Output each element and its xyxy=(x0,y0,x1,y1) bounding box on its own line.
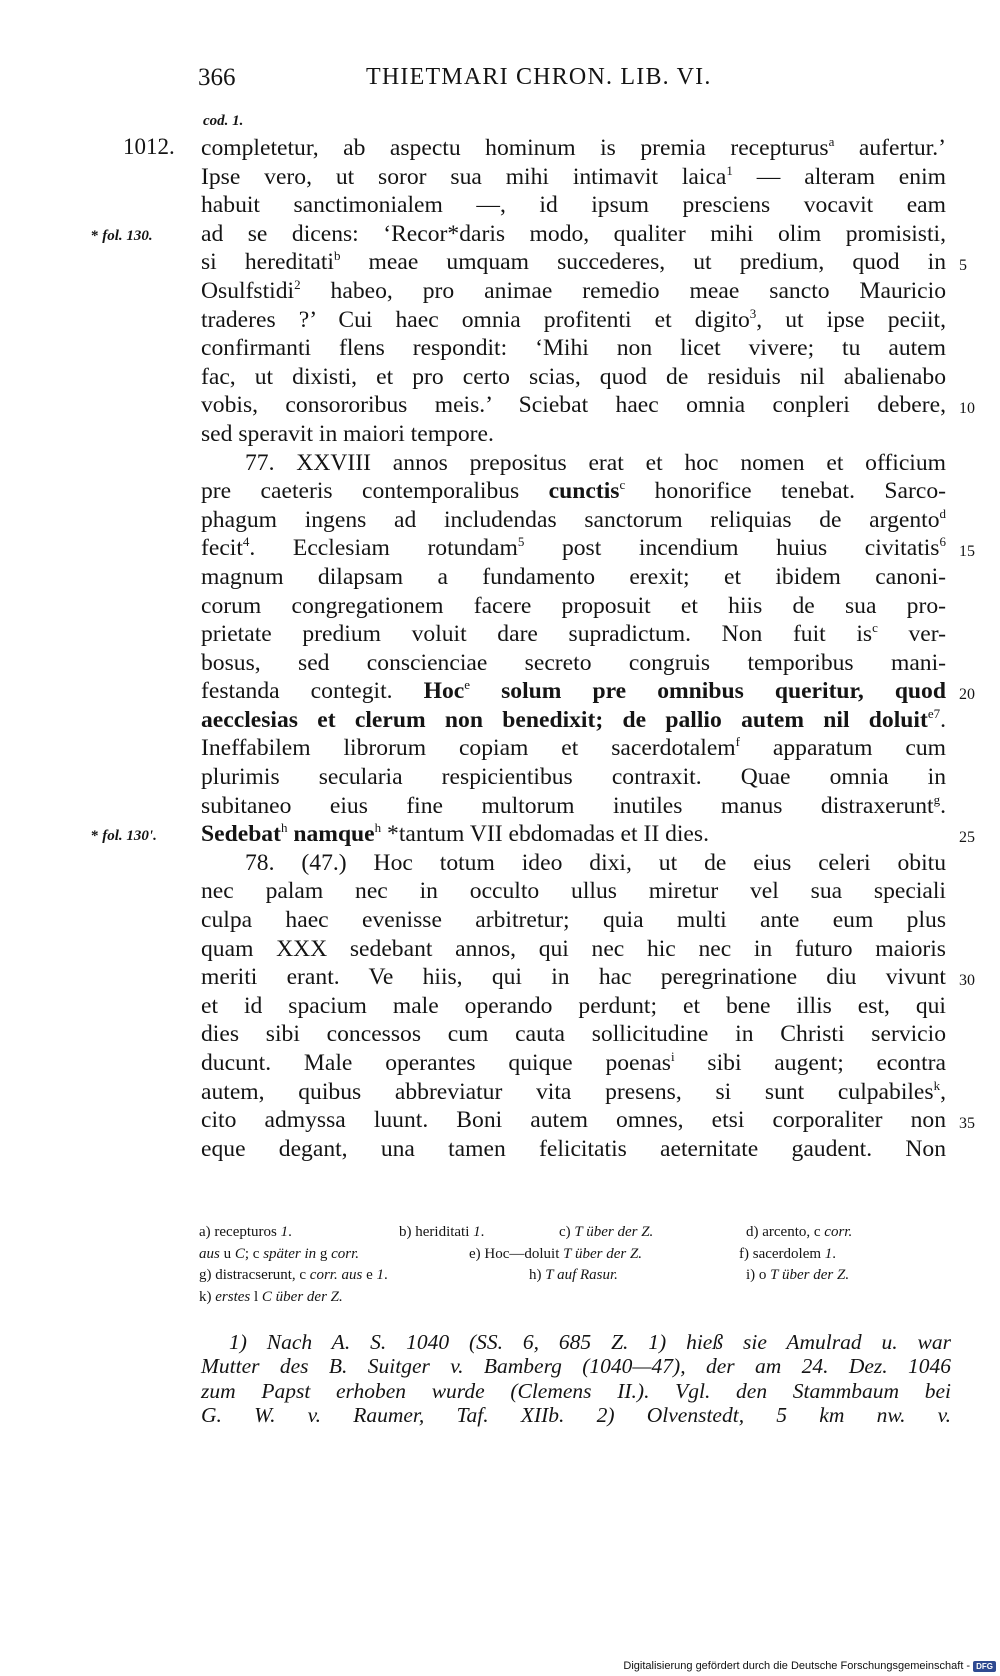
text-run: quam XXX sedebant annos, qui nec hic nec in futuro maioris xyxy=(201,935,946,962)
text-run: Ipse vero, ut soror sua mihi intimavit laica xyxy=(201,163,727,190)
running-title: THIETMARI CHRON. LIB. VI. xyxy=(366,64,712,90)
footnote-marker: a xyxy=(828,134,835,150)
apparatus-text: c) xyxy=(559,1224,575,1240)
footnote-marker: 4 xyxy=(242,534,250,550)
folio-star: * xyxy=(91,227,103,244)
text-run: subitaneo eius fine multorum inutiles manus distraxerunt xyxy=(201,792,934,819)
apparatus-text: d) arcento, c xyxy=(746,1224,825,1240)
line-number: 35 xyxy=(959,1115,975,1133)
apparatus-line xyxy=(199,1265,951,1287)
text-line xyxy=(201,935,946,964)
apparatus-text: 1 xyxy=(473,1224,481,1240)
footnote-marker: e xyxy=(464,677,471,693)
text-run: post incendium huius civitatis xyxy=(524,535,940,562)
text-run: Sedebat xyxy=(201,821,281,848)
apparatus-text: aus xyxy=(199,1245,220,1262)
apparatus-entry xyxy=(399,1222,484,1244)
apparatus-line xyxy=(199,1222,951,1244)
text-run: pre caeteris contemporalibus xyxy=(201,478,549,505)
text-line xyxy=(201,963,975,992)
text-line xyxy=(201,191,946,220)
text-line xyxy=(201,363,946,392)
text-line xyxy=(201,449,946,478)
text-run: si hereditati xyxy=(201,249,334,276)
text-run: festanda contegit. xyxy=(201,678,424,705)
folio-text: fol. 130'. xyxy=(102,828,157,845)
text-line xyxy=(91,220,946,249)
apparatus-text: T auf Rasur. xyxy=(545,1267,618,1284)
text-run: habuit sanctimonialem —, id ipsum presciens vocavit eam xyxy=(201,192,946,219)
apparatus-text: . xyxy=(288,1224,292,1240)
text-run: vobis, consororibus meis.’ Sciebat haec omnia conpleri debere, xyxy=(201,392,946,419)
text-run: sed speravit in maiori tempore. xyxy=(201,420,494,447)
apparatus-text: C über der Z. xyxy=(261,1288,343,1305)
page-number: 366 xyxy=(198,64,236,91)
text-run: autem, quibus abbreviatur vita presens, si sunt culpabiles xyxy=(201,1078,934,1105)
footnote-line: G. W. v. Raumer, Taf. XIIb. 2) Olvenstedt, 5 km nw. v. xyxy=(201,1403,951,1428)
text-line xyxy=(201,849,946,878)
page-header xyxy=(198,64,934,94)
apparatus-text: g xyxy=(316,1245,332,1262)
apparatus-line xyxy=(199,1244,951,1266)
text-run: — alteram enim xyxy=(732,163,946,190)
apparatus-text: b) heriditati xyxy=(399,1224,474,1240)
text-run: , ut ipse peciit, xyxy=(756,306,947,333)
text-line xyxy=(201,1135,946,1164)
text-line xyxy=(201,391,975,420)
apparatus-text: i) o xyxy=(746,1267,771,1284)
folio-star: * xyxy=(91,828,103,845)
critical-apparatus xyxy=(199,1222,951,1308)
apparatus-text: l xyxy=(250,1288,262,1305)
footnote-line: Mutter des B. Suitger v. Bamberg (1040—47), der am 24. Dez. 1046 xyxy=(201,1354,951,1379)
apparatus-text: erstes xyxy=(215,1288,251,1305)
text-run: et id spacium male operando perdunt; et bene illis est, qui xyxy=(201,992,946,1019)
line-number: 30 xyxy=(959,972,975,990)
text-line xyxy=(201,563,946,592)
apparatus-entry xyxy=(746,1265,849,1287)
footnote-marker: 1 xyxy=(726,162,733,178)
text-run: 77. XXVIII annos prepositus erat et hoc nomen et officium xyxy=(245,449,946,476)
apparatus-text: . xyxy=(832,1245,837,1262)
footnote-marker: e7 xyxy=(927,706,941,722)
text-line xyxy=(201,1106,975,1135)
apparatus-line xyxy=(199,1287,951,1309)
text-line xyxy=(201,420,946,449)
text-run: corum congregationem facere proposuit et hiis de sua pro- xyxy=(201,592,946,619)
footnote-marker: c xyxy=(872,620,878,636)
footnote-marker: 2 xyxy=(294,277,301,293)
codex-note: cod. 1. xyxy=(203,113,244,129)
apparatus-text: T über der Z. xyxy=(770,1267,850,1284)
footnote-line: zum Papst erhoben wurde (Clemens II.). Vgl. den Stammbaum bei xyxy=(201,1378,951,1403)
line-number: 25 xyxy=(959,829,975,847)
footnote-marker: 5 xyxy=(517,534,525,550)
apparatus-entry xyxy=(739,1244,836,1266)
line-number: 20 xyxy=(959,686,975,704)
apparatus-text: ; c xyxy=(244,1245,264,1262)
apparatus-text: 1 xyxy=(376,1267,384,1284)
apparatus-entry xyxy=(746,1222,852,1244)
apparatus-entry xyxy=(199,1222,292,1244)
apparatus-text: T über der Z. xyxy=(563,1245,643,1262)
apparatus-text: . xyxy=(383,1267,388,1284)
text-line xyxy=(201,334,946,363)
line-number: 10 xyxy=(959,400,975,418)
footnotes xyxy=(201,1330,951,1428)
text-line xyxy=(201,1020,946,1049)
text-run: nec palam nec in occulto ullus miretur vel sua speciali xyxy=(201,878,946,905)
text-run: sibi augent; econtra xyxy=(674,1050,946,1076)
apparatus-text: h) xyxy=(529,1267,546,1284)
apparatus-text: C xyxy=(234,1245,245,1262)
text-run: ver- xyxy=(877,621,946,648)
text-line xyxy=(201,248,967,277)
apparatus-text: später in xyxy=(263,1245,317,1262)
footnote-line: 1) Nach A. S. 1040 (SS. 6, 685 Z. 1) hieß sie Amulrad u. war xyxy=(229,1330,951,1354)
text-line xyxy=(91,820,975,849)
text-run: cunctis xyxy=(548,478,620,505)
apparatus-entry xyxy=(469,1244,642,1266)
text-line xyxy=(201,877,946,906)
line-number: 15 xyxy=(959,543,975,561)
text-run: ducunt. Male operantes quique poenas xyxy=(201,1050,671,1076)
text-line xyxy=(201,792,946,821)
apparatus-entry xyxy=(559,1222,653,1244)
text-line xyxy=(201,477,946,506)
text-run: Hoc xyxy=(423,678,465,705)
text-line xyxy=(201,1049,946,1078)
text-line xyxy=(201,1078,946,1107)
footnote-marker: i xyxy=(670,1049,675,1065)
text-line xyxy=(201,906,946,935)
year-marginal: 1012. xyxy=(123,134,175,159)
text-run: fecit xyxy=(201,535,243,562)
apparatus-text: g) distracserunt, c xyxy=(199,1267,310,1284)
text-run: dies sibi concessos cum cauta sollicitudine in Christi servicio xyxy=(201,1021,946,1048)
text-run: habeo, pro animae remedio meae sancto Mauricio xyxy=(300,277,946,304)
text-run: cito admyssa luunt. Boni autem omnes, etsi corporaliter non xyxy=(201,1107,946,1134)
text-run: magnum dilapsam a fundamento erexit; et ibidem canoni- xyxy=(201,563,946,590)
digitization-credit xyxy=(623,1660,996,1672)
text-line xyxy=(201,163,946,192)
text-run: prietate predium voluit dare supradictum. Non fuit is xyxy=(201,621,873,648)
apparatus-text: corr. xyxy=(824,1224,853,1240)
apparatus-text: f) sacerdolem xyxy=(739,1245,825,1262)
text-run: 78. (47.) Hoc totum ideo dixi, ut de eius celeri obitu xyxy=(245,849,946,876)
text-run: honorifice tenebat. Sarco- xyxy=(625,478,946,505)
text-line xyxy=(201,620,946,649)
text-run: meae umquam succederes, ut predium, quod in xyxy=(340,249,946,276)
footnote-marker: b xyxy=(333,248,341,264)
footnote-marker: f xyxy=(735,734,741,750)
main-text-block xyxy=(91,134,975,1163)
text-run: solum pre omnibus queritur, quod xyxy=(470,678,946,705)
apparatus-text: corr. aus xyxy=(309,1267,363,1284)
footnote-marker: d xyxy=(939,505,946,521)
apparatus-entry xyxy=(199,1244,359,1266)
folio-text: fol. 130. xyxy=(102,227,153,244)
footnote-marker: 6 xyxy=(939,534,946,550)
apparatus-text: u xyxy=(219,1245,235,1262)
text-run: , xyxy=(940,1078,946,1105)
text-run: fac, ut dixisti, et pro certo scias, quod de residuis nil abalienabo xyxy=(201,363,946,390)
text-line xyxy=(201,506,946,535)
text-run: bosus, sed conscienciae secreto congruis temporibus mani- xyxy=(201,649,946,676)
text-run: . xyxy=(940,792,946,819)
text-run: meriti erant. Ve hiis, qui in hac peregrinatione diu vivunt xyxy=(201,964,946,991)
text-run: namque xyxy=(287,821,375,848)
apparatus-entry xyxy=(199,1287,343,1309)
text-run: aufertur.’ xyxy=(834,135,946,161)
apparatus-text: e) Hoc—doluit xyxy=(469,1245,564,1262)
apparatus-text: . xyxy=(480,1224,485,1240)
text-run: aecclesias et clerum non benedixit; de pallio autem nil doluit xyxy=(201,706,928,733)
apparatus-entry xyxy=(529,1265,618,1287)
footnote-marker: g xyxy=(933,791,941,807)
text-line xyxy=(201,734,946,763)
text-run: completetur, ab aspectu hominum is premia recepturus xyxy=(201,135,829,161)
text-line xyxy=(201,592,946,621)
apparatus-text: e xyxy=(362,1267,377,1284)
footnote-marker: k xyxy=(933,1077,941,1093)
footnote-marker: h xyxy=(280,820,288,836)
text-run: ad se dicens: ‘Recor*daris modo, qualiter mihi olim promisisti, xyxy=(201,220,946,247)
text-line xyxy=(201,134,946,163)
folio-mark xyxy=(91,822,157,851)
footnote-marker: h xyxy=(374,820,382,836)
apparatus-text: 1 xyxy=(280,1224,289,1240)
text-line xyxy=(201,706,946,735)
text-run: Osulfstidi xyxy=(201,277,295,304)
text-line xyxy=(201,306,946,335)
text-run: . xyxy=(940,706,946,733)
text-line xyxy=(201,649,946,678)
text-line xyxy=(201,534,975,563)
text-run: plurimis secularia respicientibus contraxit. Quae omnia in xyxy=(201,764,946,791)
dfg-logo: DFG xyxy=(973,1661,996,1672)
apparatus-text: T über der Z. xyxy=(574,1224,654,1240)
folio-mark xyxy=(91,222,153,251)
text-run: Ineffabilem librorum copiam et sacerdotalem xyxy=(201,735,736,762)
digitization-text: Digitalisierung gefördert durch die Deutsche Forschungsgemeinschaft - xyxy=(623,1660,971,1672)
apparatus-entry xyxy=(199,1265,388,1287)
text-run: confirmanti flens respondit: ‘Mihi non licet vivere; tu autem xyxy=(201,335,946,362)
text-line xyxy=(201,677,975,706)
text-run: *tantum VII ebdomadas et II dies. xyxy=(381,821,709,848)
text-run: eque degant, una tamen felicitatis aeternitate gaudent. Non xyxy=(201,1135,946,1162)
text-line xyxy=(201,277,946,306)
footnote-marker: 3 xyxy=(749,305,757,321)
text-run: traderes ?’ Cui haec omnia profitenti et digito xyxy=(201,306,750,333)
text-run: apparatum cum xyxy=(740,735,946,762)
text-line xyxy=(201,992,946,1021)
line-number: 5 xyxy=(959,257,967,275)
text-run: phagum ingens ad includendas sanctorum reliquias de argento xyxy=(201,506,940,533)
footnote-marker: c xyxy=(619,477,626,493)
apparatus-text: a) recepturos xyxy=(199,1224,281,1240)
text-run: . Ecclesiam rotundam xyxy=(249,535,518,562)
apparatus-text: k) xyxy=(199,1288,216,1305)
text-run: culpa haec evenisse arbitretur; quia multi ante eum plus xyxy=(201,907,946,934)
apparatus-text: corr. xyxy=(331,1245,360,1262)
apparatus-text: 1 xyxy=(824,1245,833,1262)
text-line xyxy=(201,763,946,792)
